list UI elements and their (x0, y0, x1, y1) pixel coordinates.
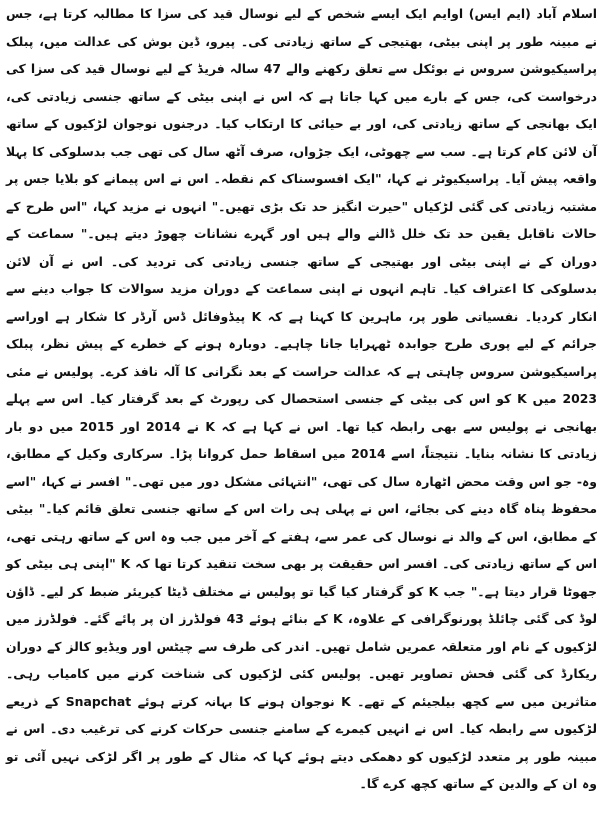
article-body: اسلام آباد (ایم ایس) اوایم ایک ایسے شخص کے لیے نوسال قید کی سزا کا مطالبہ کرتا ہے، جس نے مبینہ طور پر اپنی بیٹی، بھتیجی کے ساتھ زیادتی کی۔ پیرو، ڈین بوش کی عدالت میں، پبلک پراسیکیوشن سروس نے بوئکل سے تعلق رکھنے والے 47 سالہ فریڈ کے لیے نوسال قید کی سزا کی درخواست کی، جس کے بارے میں کہا جاتا ہے کہ اس نے اپنی بیٹی کے ساتھ جنسی زیادتی کی، ایک بھانجی کے ساتھ زیادتی کی، اور بے حیائی کا ارتکاب کیا۔ درجنوں نوجوان لڑکیوں کے ساتھ آن لائن کام کرتا ہے۔ سب سے چھوٹی، ایک جڑواں، صرف آٹھ سال کی تھی جب بدسلوکی کا پہلا واقعہ پیش آیا۔ پراسیکیوٹر نے کہا، "ایک افسوسناک کم نقطہ۔ اس نے اس پیمانے کو بلایا جس پر مشتبہ زیادتی کی گئی لڑکیاں "حیرت انگیز حد تک بڑی تھیں۔" انہوں نے مزید کہا، "اس طرح کے حالات ناقابل یقین حد تک خلل ڈالنے والے ہیں اور گہرے نشانات چھوڑ دیتے ہیں۔" سماعت کے دوران کے نے اپنی بیٹی اور بھتیجی کے ساتھ جنسی زیادتی کی تردید کی۔ اس نے آن لائن بدسلوکی کا اعتراف کیا۔ تاہم انہوں نے اپنی سماعت کے دوران مزید سوالات کا جواب دینے سے انکار کردیا۔ نفسیاتی طور پر، ماہرین کا کہنا ہے کہ K پیڈوفائل ڈس آرڈر کا شکار ہے اوراسے جرائم کے لیے پوری طرح جوابدہ ٹھہرایا جانا چاہیے۔ دوبارہ ہونے کے خطرے کے پیش نظر، پبلک پراسیکیوشن سروس چاہتی ہے کہ عدالت حراست کے بعد نگرانی کا آلہ نافذ کرے۔ پولیس نے مئی 2023 میں K کو اس کی بیٹی کے جنسی استحصال کی رپورٹ کے بعد گرفتار کیا۔ اس سے پہلے بھانجی نے پولیس سے بھی رابطہ کیا تھا۔ اس نے کہا ہے کہ K نے 2014 اور 2015 میں دو بار زیادتی کا نشانہ بنایا۔ نتیجتاً، اسے 2014 میں اسقاط حمل کروانا پڑا۔ سرکاری وکیل کے مطابق، وہ- جو اس وقت محض اٹھارہ سال کی تھی، "انتہائی مشکل دور میں تھی۔" افسر نے کہا، "اسے محفوظ پناہ گاہ دینے کی بجائے، اس نے پہلی ہی رات اس کے ساتھ جنسی تعلق قائم کیا۔" بیٹی کے مطابق، اس کے والد نے نوسال کی عمر سے، ہفتے کے آخر میں جب وہ اس کے ساتھ رہتی تھی، اس کے ساتھ زیادتی کی۔ افسر اس حقیقت پر بھی سخت تنقید کرتا تھا کہ K "اپنی ہی بیٹی کو جھوٹا قرار دیتا ہے۔" جب K کو گرفتار کیا گیا تو پولیس نے مختلف ڈیٹا کیریئر ضبط کر لیے۔ ڈاؤن لوڈ کی گئی چائلڈ پورنوگرافی کے علاوہ، K کے بنائے ہوئے 43 فولڈرز ان پر پائے گئے۔ فولڈرز میں لڑکیوں کے نام اور متعلقہ عمریں شامل تھیں۔ اندر کی طرف سے چیٹس اور ویڈیو کالز کے دوران ریکارڈ کی گئی فحش تصاویر تھیں۔ پولیس کئی لڑکیوں کی شناخت کرنے میں کامیاب رہی۔ متاثرین میں سے کچھ بیلجیئم کے تھے۔ K نوجوان ہونے کا بہانہ کرتے ہوئے Snapchat کے ذریعے لڑکیوں سے رابطہ کیا۔ اس نے انہیں کیمرے کے سامنے جنسی حرکات کرنے کی ترغیب دی۔ اس نے مبینہ طور پر متعدد لڑکیوں کو دھمکی دیتے ہوئے کہا کہ مثال کے طور پر اگر لڑکی نہیں آئی تو وہ ان کے والدین کے ساتھ کچھ کرے گا۔ (6, 6, 598, 791)
